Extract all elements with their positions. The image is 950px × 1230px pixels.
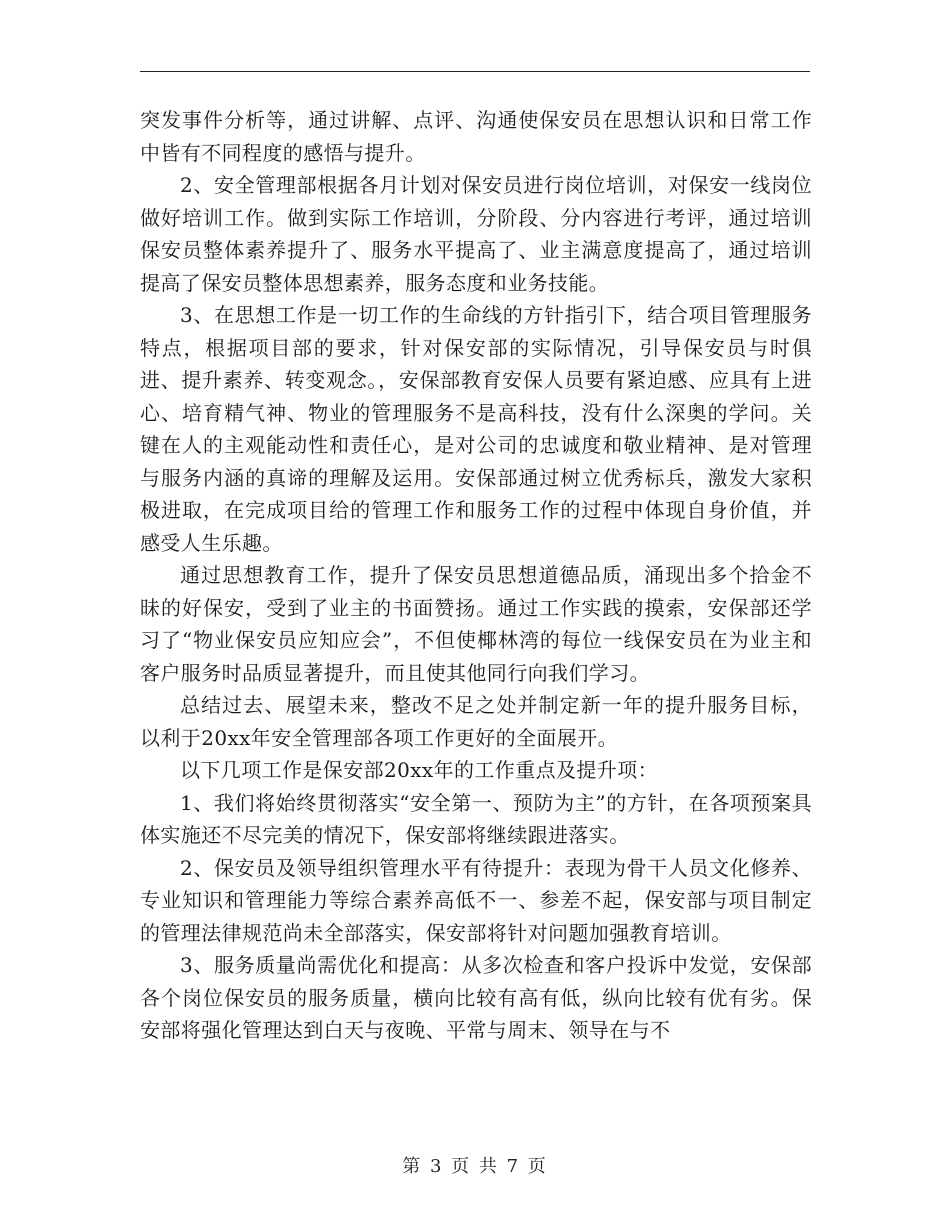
document-body xyxy=(140,104,812,1047)
page-number-footer: 第 3 页 共 7 页 xyxy=(402,1156,548,1177)
paragraph: 突发事件分析等，通过讲解、点评、沟通使保安员在思想认识和日常工作中皆有不同程度的感悟与提升。 xyxy=(140,108,812,165)
paragraph: 1、我们将始终贯彻落实“安全第一、预防为主”的方针，在各项预案具体实施还不尽完美的情况下，保安部将继续跟进落实。 xyxy=(140,790,812,847)
paragraph: 通过思想教育工作，提升了保安员思想道德品质，涌现出多个拾金不昧的好保安，受到了业主的书面赞扬。通过工作实践的摸索，安保部还学习了“物业保安员应知应会”，不但使椰林湾的每位一线保安员在为业主和客户服务时品质显著提升，而且使其他同行向我们学习。 xyxy=(140,563,812,685)
paragraph: 2、保安员及领导组织管理水平有待提升：表现为骨干人员文化修养、专业知识和管理能力等综合素养高低不一、参差不起，保安部与项目制定的管理法律规范尚未全部落实，保安部将针对问题加强教育培训。 xyxy=(140,855,812,945)
header-rule xyxy=(140,71,810,72)
paragraph: 2、安全管理部根据各月计划对保安员进行岗位培训，对保安一线岗位做好培训工作。做到实际工作培训，分阶段、分内容进行考评，通过培训保安员整体素养提升了、服务水平提高了、业主满意度提高了，通过培训提高了保安员整体思想素养，服务态度和业务技能。 xyxy=(140,173,812,295)
paragraph: 以下几项工作是保安部20xx年的工作重点及提升项： xyxy=(180,758,659,782)
paragraph: 总结过去、展望未来，整改不足之处并制定新一年的提升服务目标，以利于20xx年安全管理部各项工作更好的全面展开。 xyxy=(140,693,812,750)
paragraph: 3、服务质量尚需优化和提高：从多次检查和客户投诉中发觉，安保部各个岗位保安员的服务质量，横向比较有高有低，纵向比较有优有劣。保安部将强化管理达到白天与夜晚、平常与周末、领导在与不 xyxy=(140,953,812,1042)
paragraph: 3、在思想工作是一切工作的生命线的方针指引下，结合项目管理服务特点，根据项目部的要求，针对保安部的实际情况，引导保安员与时俱进、提升素养、转变观念。，安保部教育安保人员要有紧迫感、应具有上进心、培育精气神、物业的管理服务不是高科技，没有什么深奥的学问。关键在人的主观能动性和责任心，是对公司的忠诚度和敬业精神、是对管理与服务内涵的真谛的理解及运用。安保部通过树立优秀标兵，激发大家积极进取，在完成项目给的管理工作和服务工作的过程中体现自身价值，并感受人生乐趣。 xyxy=(140,303,812,555)
